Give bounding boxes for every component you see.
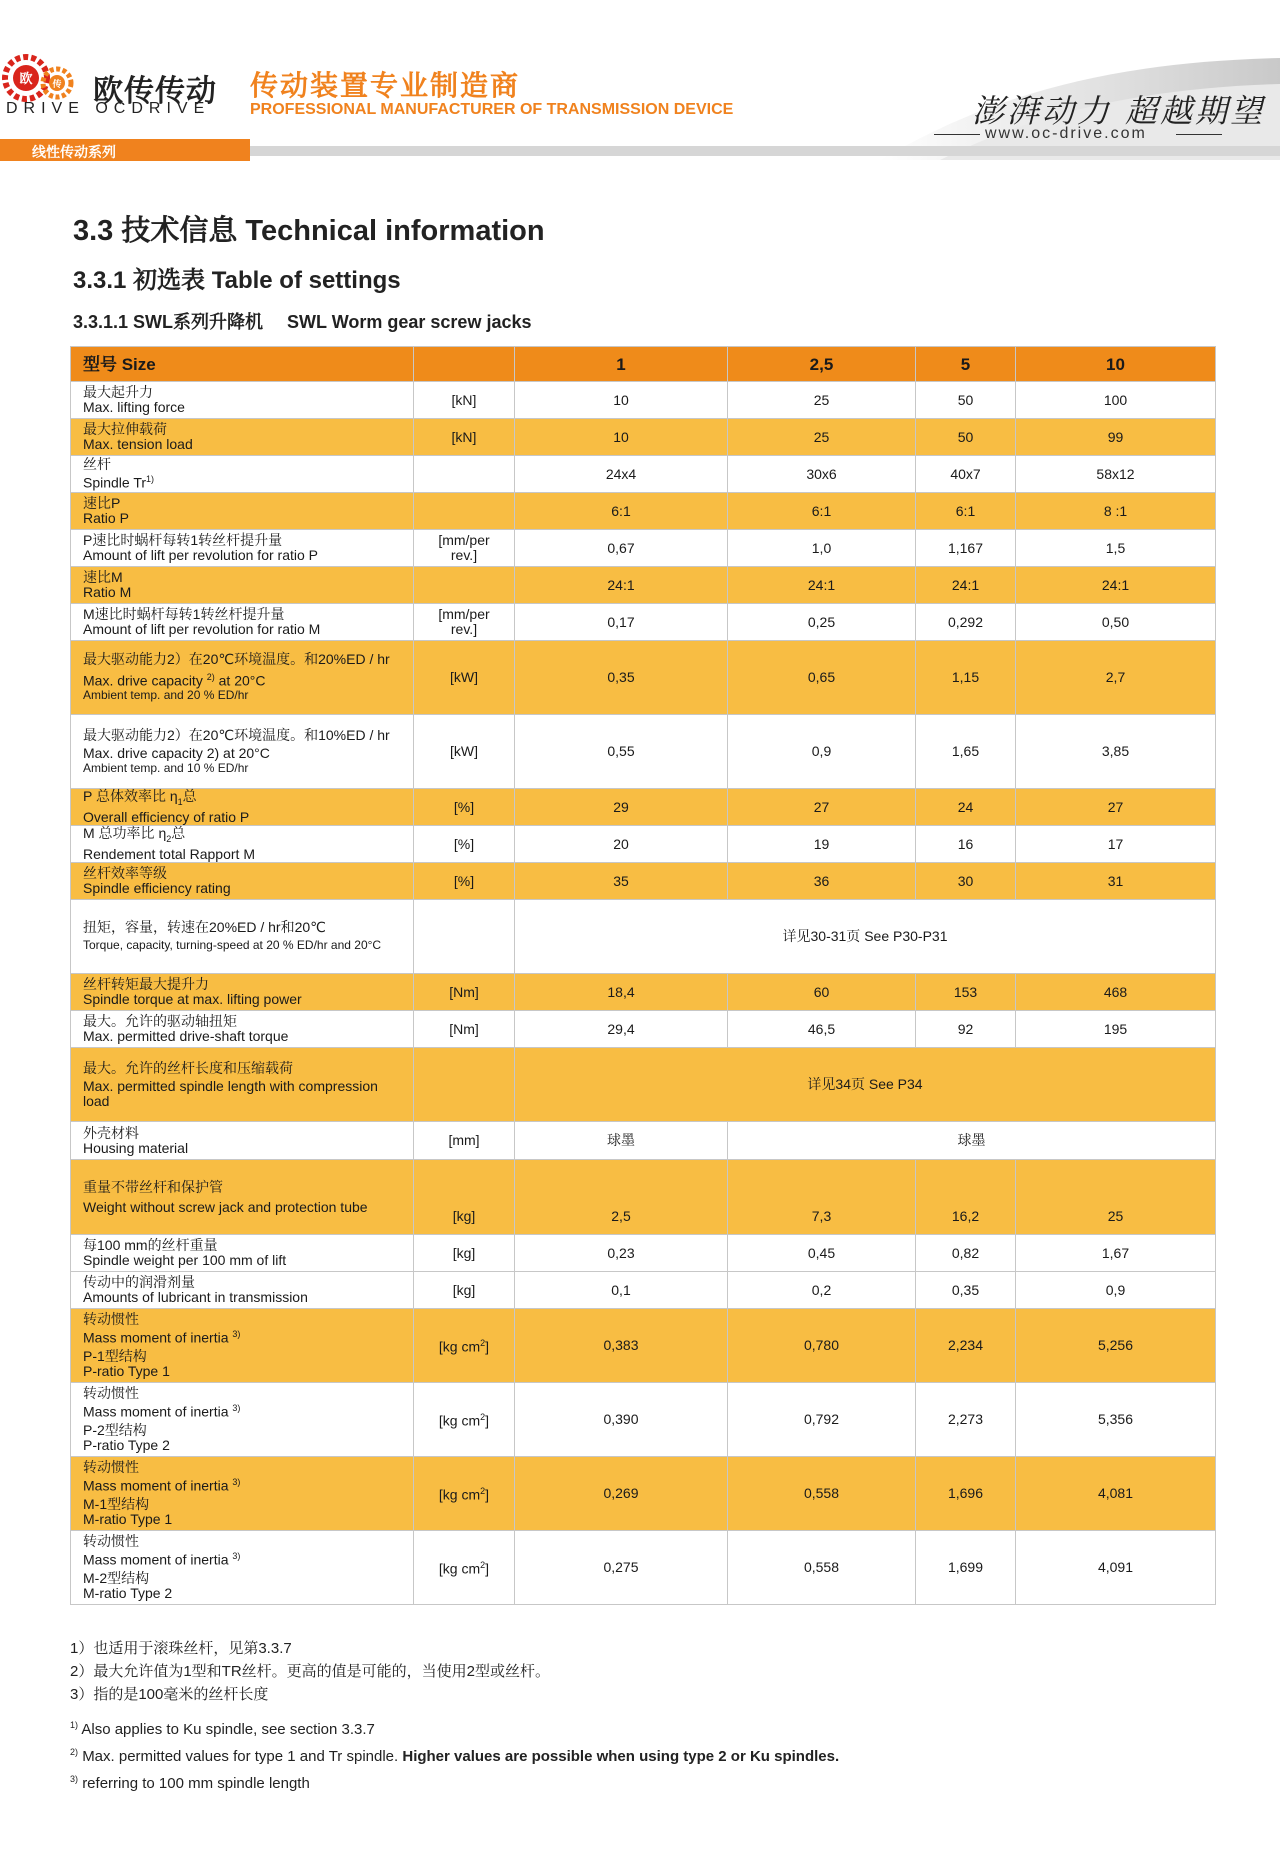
value-cell: 16,2 [916, 1160, 1016, 1235]
table-row [71, 567, 1216, 604]
param-cell [71, 900, 414, 974]
param-cn [83, 826, 401, 847]
unit-sup: 2 [480, 1412, 486, 1423]
footnote-mark: 2) [70, 1747, 79, 1757]
param-cn-text: P 总体效率比 η [83, 788, 178, 805]
website-rule-right [1176, 134, 1222, 135]
param-cell [71, 382, 414, 419]
table-row [71, 1235, 1216, 1272]
param-cell [71, 1383, 414, 1457]
value-cell: 0,25 [728, 604, 916, 641]
param-cn-2: M-2型结构 [83, 1570, 150, 1587]
param-en: Spindle weight per 100 mm of lift [83, 1252, 287, 1268]
footnote-cn-1: 1）也适用于滚珠丝杆，见第3.3.7 [70, 1640, 292, 1657]
param-cn: 最大起升力 [83, 384, 153, 400]
param-en: Ratio M [83, 584, 132, 600]
param-en: Max. permitted drive-shaft torque [83, 1028, 289, 1044]
value-cell: 1,696 [916, 1457, 1016, 1531]
value-cell: 24:1 [1016, 567, 1216, 604]
section-title: 3.3 技术信息 Technical information [73, 215, 545, 247]
logo-char-2: 传 [52, 80, 62, 90]
param-cell [71, 1457, 414, 1531]
param-cn-tail: 总 [182, 788, 197, 805]
param-cell [71, 567, 414, 604]
unit-text: [kg cm [438, 1338, 481, 1355]
param-cn: 最大。允许的丝杆长度和压缩载荷 [83, 1059, 293, 1076]
table-row [71, 863, 1216, 900]
param-cell [71, 1272, 414, 1309]
unit-cell: [Nm] [414, 1011, 515, 1048]
value-cell: 3,85 [1016, 715, 1216, 789]
unit-cell [414, 1048, 515, 1122]
merged-value-cell: 球墨 [728, 1122, 1216, 1160]
value-cell: 0,23 [515, 1235, 728, 1272]
param-cn: 速比P [83, 495, 121, 511]
unit-close: ] [485, 1338, 490, 1355]
param-en-2: P-ratio Type 2 [83, 1437, 170, 1454]
value-cell: 球墨 [515, 1122, 728, 1160]
param-cell [71, 1235, 414, 1272]
param-en: Spindle efficiency rating [83, 880, 231, 896]
param-cn-tail: 总 [171, 825, 186, 842]
param-note: Ambient temp. and 20 % ED/hr [83, 688, 249, 703]
table-row [71, 1383, 1216, 1457]
unit-sup: 2 [480, 1560, 486, 1571]
param-cell [71, 1122, 414, 1160]
param-cell [71, 456, 414, 493]
param-cn: 最大。允许的驱动轴扭矩 [83, 1013, 237, 1029]
param-cn-2: M-1型结构 [83, 1496, 150, 1513]
footnote-en-3-text: referring to 100 mm spindle length [82, 1775, 310, 1792]
param-en: Amounts of lubricant in transmission [83, 1289, 308, 1305]
table-row [71, 715, 1216, 789]
param-en-text: Mass moment of inertia [83, 1551, 229, 1568]
value-cell: 50 [916, 419, 1016, 456]
table-row [71, 1457, 1216, 1531]
footnote-mark: 3) [232, 1328, 241, 1339]
footnote-en-2 [70, 1741, 839, 1768]
value-cell: 0,275 [515, 1531, 728, 1605]
table-row [71, 789, 1216, 826]
param-cn: 丝杆 [83, 456, 111, 473]
header-gray-band [250, 146, 1280, 156]
param-cn: 转动惯性 [83, 1310, 139, 1327]
unit-sup: 2 [480, 1338, 486, 1349]
param-cn: 外壳材料 [83, 1124, 139, 1141]
value-cell: 50 [916, 382, 1016, 419]
value-cell: 30 [916, 863, 1016, 900]
unit-cell: [kN] [414, 382, 515, 419]
value-cell: 25 [728, 382, 916, 419]
param-en-text: Max. drive capacity [83, 672, 203, 689]
value-cell: 6:1 [916, 493, 1016, 530]
header-size: 1 [515, 347, 728, 382]
value-cell: 2,234 [916, 1309, 1016, 1383]
param-en-2: M-ratio Type 1 [83, 1511, 173, 1528]
footnote-cn-2: 2）最大允许值为1型和TR丝杆。更高的值是可能的，当使用2型或丝杆。 [70, 1663, 551, 1680]
value-cell: 17 [1016, 826, 1216, 863]
value-cell: 4,081 [1016, 1457, 1216, 1531]
param-en: Housing material [83, 1139, 189, 1156]
value-cell: 24x4 [515, 456, 728, 493]
website-url[interactable]: www.oc-drive.com [985, 125, 1147, 142]
param-cn: 转动惯性 [83, 1532, 139, 1549]
value-cell: 153 [916, 974, 1016, 1011]
unit-cell: [kW] [414, 641, 515, 715]
header-size: 2,5 [728, 347, 916, 382]
table-title-en: SWL Worm gear screw jacks [287, 312, 532, 332]
unit-cell [414, 1531, 515, 1605]
website-rule-left [934, 134, 980, 135]
unit-cell: [Nm] [414, 974, 515, 1011]
value-cell: 5,356 [1016, 1383, 1216, 1457]
param-en: Weight without screw jack and protection tube [83, 1198, 368, 1215]
unit-cell: [mm] [414, 1122, 515, 1160]
footnote-en-2-bold: Higher values are possible when using type 2 or Ku spindles. [402, 1748, 840, 1765]
footnote-en-1-text: Also applies to Ku spindle, see section 3.3.7 [81, 1721, 375, 1738]
brand-name-en: DRIVE OCDRIVE [6, 100, 211, 117]
param-cell [71, 1309, 414, 1383]
param-en [83, 1475, 401, 1494]
table-row [71, 1122, 1216, 1160]
header-size: 5 [916, 347, 1016, 382]
param-cn: 丝杆效率等级 [83, 865, 167, 881]
param-cell [71, 974, 414, 1011]
value-cell: 27 [1016, 789, 1216, 826]
unit-text: [kg cm [438, 1560, 481, 1577]
param-en: Max. lifting force [83, 399, 185, 415]
unit-text: [kg cm [438, 1412, 481, 1429]
param-en [83, 1327, 401, 1346]
unit-cell: [%] [414, 863, 515, 900]
header-label: 型号 Size [71, 347, 414, 382]
param-cn: 速比M [83, 569, 123, 585]
unit-cell: [kW] [414, 715, 515, 789]
value-cell: 40x7 [916, 456, 1016, 493]
value-cell: 2,273 [916, 1383, 1016, 1457]
param-en: Amount of lift per revolution for ratio P [83, 547, 318, 563]
param-en-text: Mass moment of inertia [83, 1329, 229, 1346]
param-cell [71, 1048, 414, 1122]
param-en: Max. permitted spindle length with compression load [83, 1077, 378, 1109]
footnotes [70, 1637, 839, 1795]
unit-cell [414, 1457, 515, 1531]
value-cell: 0,383 [515, 1309, 728, 1383]
param-cell [71, 493, 414, 530]
header-unit [414, 347, 515, 382]
value-cell: 0,55 [515, 715, 728, 789]
table-row [71, 456, 1216, 493]
footnote-en-3 [70, 1768, 839, 1795]
param-cn: 扭矩，容量，转速在20%ED / hr和20℃ [83, 919, 326, 935]
param-en: Max. drive capacity 2) at 20°C [83, 744, 270, 761]
value-cell: 25 [728, 419, 916, 456]
value-cell: 468 [1016, 974, 1216, 1011]
param-cell [71, 863, 414, 900]
table-title [73, 308, 532, 334]
value-cell: 0,558 [728, 1531, 916, 1605]
value-cell: 31 [1016, 863, 1216, 900]
table-row [71, 900, 1216, 974]
footnote-en-1 [70, 1714, 839, 1741]
value-cell: 24:1 [916, 567, 1016, 604]
value-cell: 7,3 [728, 1160, 916, 1235]
value-cell: 29 [515, 789, 728, 826]
table-row [71, 1011, 1216, 1048]
value-cell: 92 [916, 1011, 1016, 1048]
value-cell: 99 [1016, 419, 1216, 456]
value-cell: 58x12 [1016, 456, 1216, 493]
value-cell: 29,4 [515, 1011, 728, 1048]
unit-close: ] [485, 1486, 490, 1503]
subscript-mark: 1 [177, 796, 183, 807]
param-cell [71, 604, 414, 641]
value-cell: 0,558 [728, 1457, 916, 1531]
param-cn: 传动中的润滑剂量 [83, 1274, 195, 1290]
param-en-text: Mass moment of inertia [83, 1403, 229, 1420]
param-note: Ambient temp. and 10 % ED/hr [83, 760, 249, 775]
param-cn: P速比时蜗杆每转1转丝杆提升量 [83, 532, 283, 548]
param-en [83, 1549, 401, 1568]
unit-cell: [kg] [414, 1160, 515, 1235]
value-cell: 36 [728, 863, 916, 900]
tagline-cn: 传动装置专业制造商 [250, 70, 521, 101]
table-row [71, 382, 1216, 419]
footnote-cn-3: 3）指的是100毫米的丝杆长度 [70, 1686, 269, 1703]
value-cell: 100 [1016, 382, 1216, 419]
param-note: Torque, capacity, turning-speed at 20 % ED/hr and 20°C [83, 938, 382, 952]
param-cell [71, 419, 414, 456]
value-cell: 0,292 [916, 604, 1016, 641]
value-cell: 6:1 [515, 493, 728, 530]
table-row [71, 1309, 1216, 1383]
value-cell: 0,82 [916, 1235, 1016, 1272]
value-cell: 0,67 [515, 530, 728, 567]
unit-close: ] [485, 1412, 490, 1429]
param-en: Spindle torque at max. lifting power [83, 991, 302, 1007]
logo-char: 欧 [19, 72, 33, 87]
param-en-text: at 20°C [218, 672, 266, 689]
value-cell: 24:1 [515, 567, 728, 604]
param-cell [71, 641, 414, 715]
unit-cell: [mm/per rev.] [414, 604, 515, 641]
param-en-2: M-ratio Type 2 [83, 1585, 173, 1602]
unit-cell [414, 493, 515, 530]
value-cell: 35 [515, 863, 728, 900]
subsection-title: 3.3.1 初选表 Table of settings [73, 267, 401, 294]
footnote-mark: 3) [232, 1402, 241, 1413]
param-cn: 重量不带丝杆和保护管 [83, 1178, 223, 1195]
value-cell: 30x6 [728, 456, 916, 493]
value-cell: 0,269 [515, 1457, 728, 1531]
value-cell: 5,256 [1016, 1309, 1216, 1383]
param-cell [71, 789, 414, 826]
param-en-text: Mass moment of inertia [83, 1477, 229, 1494]
brand-name-cn: 欧传传动 [93, 75, 217, 108]
value-cell: 10 [515, 419, 728, 456]
footnote-mark: 3) [232, 1550, 241, 1561]
footnote-en-2-text: Max. permitted values for type 1 and Tr spindle. [82, 1748, 399, 1765]
param-en [83, 472, 401, 491]
footnote-mark: 3) [232, 1476, 241, 1487]
param-en: Ratio P [83, 510, 129, 526]
param-cn-2: P-2型结构 [83, 1422, 147, 1439]
table-row [71, 974, 1216, 1011]
param-cell [71, 715, 414, 789]
param-en-2: P-ratio Type 1 [83, 1363, 170, 1380]
value-cell: 0,65 [728, 641, 916, 715]
unit-cell [414, 456, 515, 493]
value-cell: 0,45 [728, 1235, 916, 1272]
value-cell: 1,65 [916, 715, 1016, 789]
param-en: Amount of lift per revolution for ratio M [83, 621, 321, 637]
param-en: Max. tension load [83, 436, 193, 452]
param-en-text: Spindle Tr [83, 474, 147, 491]
value-cell: 2,5 [515, 1160, 728, 1235]
footnote-mark: 3) [70, 1774, 79, 1784]
value-cell: 1,167 [916, 530, 1016, 567]
param-cn: 最大驱动能力2）在20℃环境温度。和10%ED / hr [83, 726, 390, 743]
value-cell: 20 [515, 826, 728, 863]
table-row [71, 493, 1216, 530]
table-row [71, 530, 1216, 567]
unit-cell [414, 900, 515, 974]
value-cell: 24 [916, 789, 1016, 826]
value-cell: 0,17 [515, 604, 728, 641]
value-cell: 19 [728, 826, 916, 863]
value-cell: 0,390 [515, 1383, 728, 1457]
table-row [71, 641, 1216, 715]
unit-close: ] [485, 1560, 490, 1577]
value-cell: 46,5 [728, 1011, 916, 1048]
tagline-en: PROFESSIONAL MANUFACTURER OF TRANSMISSION DEVICE [250, 101, 734, 118]
table-row [71, 1531, 1216, 1605]
table-title-cn: 3.3.1.1 SWL系列升降机 [73, 312, 264, 332]
unit-cell: [kg] [414, 1235, 515, 1272]
param-cn [83, 789, 401, 810]
param-cn: 最大拉伸载荷 [83, 421, 167, 437]
value-cell: 0,2 [728, 1272, 916, 1309]
value-cell: 2,7 [1016, 641, 1216, 715]
unit-cell [414, 567, 515, 604]
value-cell: 0,9 [728, 715, 916, 789]
value-cell: 195 [1016, 1011, 1216, 1048]
series-label: 线性传动系列 [32, 144, 116, 160]
unit-text: [kg cm [438, 1486, 481, 1503]
param-cell [71, 1011, 414, 1048]
param-cn: 转动惯性 [83, 1384, 139, 1401]
value-cell: 0,50 [1016, 604, 1216, 641]
slogan: 澎湃动力 超越期望 [972, 92, 1266, 130]
value-cell: 25 [1016, 1160, 1216, 1235]
value-cell: 0,35 [515, 641, 728, 715]
table-row [71, 1160, 1216, 1235]
unit-sup: 2 [480, 1486, 486, 1497]
param-cn: 转动惯性 [83, 1458, 139, 1475]
value-cell: 0,9 [1016, 1272, 1216, 1309]
unit-cell [414, 1309, 515, 1383]
unit-cell: [kg] [414, 1272, 515, 1309]
unit-cell: [%] [414, 826, 515, 863]
value-cell: 18,4 [515, 974, 728, 1011]
value-cell: 24:1 [728, 567, 916, 604]
value-cell: 1,15 [916, 641, 1016, 715]
merged-value-cell: 详见34页 See P34 [515, 1048, 1216, 1122]
subscript-mark: 2 [166, 833, 172, 844]
table-header-row [71, 347, 1216, 382]
param-en [83, 670, 401, 689]
param-cn-2: P-1型结构 [83, 1348, 147, 1365]
param-cell [71, 1160, 414, 1235]
unit-cell: [kN] [414, 419, 515, 456]
value-cell: 0,792 [728, 1383, 916, 1457]
param-cn: 每100 mm的丝杆重量 [83, 1237, 218, 1253]
merged-value-cell: 详见30-31页 See P30-P31 [515, 900, 1216, 974]
param-cell [71, 826, 414, 863]
value-cell: 6:1 [728, 493, 916, 530]
value-cell: 0,1 [515, 1272, 728, 1309]
unit-cell: [mm/per rev.] [414, 530, 515, 567]
header-size: 10 [1016, 347, 1216, 382]
value-cell: 1,5 [1016, 530, 1216, 567]
value-cell: 16 [916, 826, 1016, 863]
param-cell [71, 1531, 414, 1605]
value-cell: 27 [728, 789, 916, 826]
param-en [83, 1401, 401, 1420]
value-cell: 60 [728, 974, 916, 1011]
table-row [71, 1272, 1216, 1309]
param-en: Overall efficiency of ratio P [83, 808, 250, 825]
param-cn: 最大驱动能力2）在20℃环境温度。和20%ED / hr [83, 650, 390, 667]
param-en: Rendement total Rapport M [83, 845, 255, 862]
table-row [71, 826, 1216, 863]
value-cell: 10 [515, 382, 728, 419]
param-cell [71, 530, 414, 567]
settings-table [70, 346, 1216, 1605]
footnote-mark: 1) [70, 1720, 79, 1730]
footnote-mark: 1) [146, 474, 155, 485]
value-cell: 0,35 [916, 1272, 1016, 1309]
table-row [71, 604, 1216, 641]
unit-cell [414, 1383, 515, 1457]
value-cell: 4,091 [1016, 1531, 1216, 1605]
table-row [71, 419, 1216, 456]
param-cn: M速比时蜗杆每转1转丝杆提升量 [83, 606, 285, 622]
value-cell: 0,780 [728, 1309, 916, 1383]
footnote-mark: 2) [206, 671, 215, 682]
param-cn: 丝杆转矩最大提升力 [83, 976, 209, 992]
value-cell: 1,699 [916, 1531, 1016, 1605]
value-cell: 1,0 [728, 530, 916, 567]
unit-cell: [%] [414, 789, 515, 826]
value-cell: 8 :1 [1016, 493, 1216, 530]
param-cn-text: M 总功率比 η [83, 825, 167, 842]
page-header [0, 0, 1280, 165]
value-cell: 1,67 [1016, 1235, 1216, 1272]
table-row [71, 1048, 1216, 1122]
